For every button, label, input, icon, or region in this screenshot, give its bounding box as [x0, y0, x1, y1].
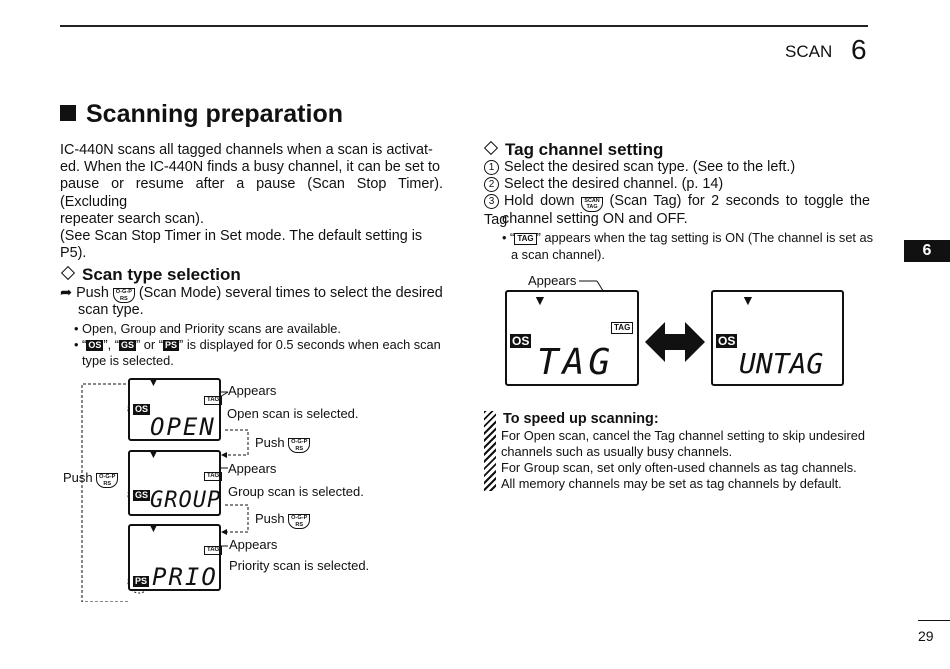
tag-step-2: [484, 176, 723, 193]
lcd-readout: PRIO: [152, 563, 218, 591]
page-number-rule: [918, 620, 950, 621]
step-text: (Scan Tag) for 2 seconds to toggle the Tag: [484, 193, 871, 228]
lcd-readout: UNTAG: [739, 347, 824, 380]
antenna-icon: ▼: [741, 292, 755, 308]
key-label-bottom: RS: [119, 296, 128, 302]
appears-label: Appears: [228, 461, 277, 476]
section-name: SCAN: [785, 42, 833, 61]
page-number: 29: [918, 628, 934, 644]
connector-arrow-icon: [221, 529, 227, 535]
key-label-bottom: RS: [295, 446, 304, 452]
key-label-bottom: TAG: [586, 204, 598, 210]
push-text: Push: [255, 511, 285, 526]
intro-line: IC-440N scans all tagged channels when a scan is activat-: [60, 142, 433, 158]
tag-indicator: TAG: [514, 233, 536, 245]
tip-line: For Group scan, set only often-used channels as tag channels.: [501, 460, 857, 475]
step-number: 1: [484, 160, 499, 175]
push-text: Push: [63, 470, 93, 485]
diamond-icon: [484, 141, 498, 155]
caption-group: Group scan is selected.: [228, 484, 364, 499]
step-number: 2: [484, 177, 499, 192]
bullet-display-cont: type is selected.: [82, 353, 174, 368]
appears-label: Appears: [228, 383, 277, 398]
ps-badge: PS: [165, 340, 178, 350]
tag-step-1: [484, 159, 795, 176]
intro-line: P5).: [60, 245, 87, 262]
antenna-icon: ▼: [148, 523, 159, 535]
scan-type-heading: [60, 265, 241, 285]
os-badge: OS: [718, 334, 736, 348]
lcd-untag: [711, 290, 844, 386]
antenna-icon: ▼: [148, 377, 159, 389]
push-label: [255, 511, 310, 529]
antenna-icon: ▼: [533, 292, 547, 308]
chapter-number: 6: [851, 34, 867, 65]
connector-2: [225, 505, 248, 532]
page-title-text: Scanning preparation: [86, 100, 343, 128]
lcd-readout: GROUP: [150, 488, 222, 513]
scan-tag-key-icon: [581, 197, 603, 212]
bullet-text: ” is displayed for 0.5 seconds when each scan: [179, 337, 441, 352]
bullet-text: ” or “: [135, 337, 163, 352]
tag-note-cont: a scan channel).: [511, 247, 605, 262]
intro-line: repeater search scan).: [60, 210, 204, 227]
lcd-readout: TAG: [537, 342, 615, 383]
gs-badge: GS: [120, 340, 134, 350]
intro-line: ed. When the IC-440N finds a busy channel, it can be set to: [60, 159, 440, 176]
arrow-icon: ➦: [60, 285, 73, 301]
square-bullet-icon: [60, 105, 76, 121]
bullet-text: • “: [74, 337, 87, 352]
note-text: ” appears when the tag setting is ON (The channel is set as: [536, 230, 874, 245]
lcd-prio: [128, 524, 221, 591]
key-label-top: SCAN: [584, 197, 600, 204]
diamond-icon: [61, 266, 75, 280]
step-text: Select the desired scan type. (See to the left.): [504, 159, 796, 175]
tag-indicator: TAG: [204, 396, 222, 405]
tag-channel-heading-text: Tag channel setting: [505, 140, 664, 159]
key-label-bottom: RS: [103, 481, 112, 487]
step-text: Hold down: [504, 193, 575, 209]
connector-1: [225, 430, 248, 455]
intro-line: (See Scan Stop Timer in Set mode. The default setting is: [60, 228, 423, 245]
lcd-open: [128, 378, 221, 441]
intro-paragraph: [60, 142, 443, 262]
push-label: [63, 470, 118, 488]
chapter-tab: 6: [904, 240, 950, 262]
antenna-icon: ▼: [148, 449, 159, 461]
step-number: 3: [484, 194, 499, 209]
push-label: [255, 435, 310, 453]
os-badge: OS: [512, 334, 530, 348]
tip-line: For Open scan, cancel the Tag channel setting to skip undesired: [501, 428, 865, 443]
key-label-top: O-G-P: [115, 289, 132, 295]
ogp-rs-key-icon: [113, 288, 135, 303]
appears-label: Appears: [528, 273, 577, 288]
key-label-top: O-G-P: [291, 439, 308, 445]
tag-indicator: TAG: [611, 322, 633, 334]
hatch-bar: [484, 411, 496, 491]
loop-dashed-line: [82, 384, 128, 602]
caption-prio: Priority scan is selected.: [229, 558, 370, 573]
key-label-top: O-G-P: [99, 474, 116, 480]
os-badge: OS: [135, 404, 149, 414]
step-text: Push: [76, 285, 109, 301]
tip-heading: To speed up scanning:: [503, 411, 659, 427]
gs-badge: GS: [135, 490, 149, 500]
scan-type-heading-text: Scan type selection: [82, 265, 241, 284]
lcd-readout: OPEN: [150, 413, 216, 441]
scan-type-step: [60, 285, 443, 303]
tag-step-3-cont: channel setting ON and OFF.: [502, 211, 688, 227]
bullet-text: ”, “: [103, 337, 119, 352]
toggle-arrow-icon: [645, 322, 705, 362]
key-label-bottom: RS: [295, 522, 304, 528]
tip-line: All memory channels may be set as tag channels by default.: [501, 476, 842, 491]
page-title: [60, 100, 343, 129]
intro-line: pause or resume after a pause (Scan Stop Timer). (Excluding: [60, 176, 443, 210]
ogp-rs-key-icon: [288, 514, 310, 529]
connector-arrow-icon: [221, 452, 227, 458]
bullet-scans-available: • Open, Group and Priority scans are available.: [74, 321, 341, 336]
tip-body: [501, 428, 865, 492]
appears-label: Appears: [229, 537, 278, 552]
ogp-rs-key-icon: [96, 473, 118, 488]
ogp-rs-key-icon: [288, 438, 310, 453]
tip-line: channels such as usually busy channels.: [501, 444, 733, 459]
note-text: • “: [502, 230, 515, 245]
os-badge: OS: [88, 340, 102, 350]
ps-badge: PS: [135, 576, 148, 586]
step-text: Select the desired channel. (p. 14): [504, 176, 724, 192]
key-label-top: O-G-P: [291, 515, 308, 521]
lcd-tag: [505, 290, 639, 386]
scan-type-step-cont: scan type.: [78, 302, 144, 318]
push-text: Push: [255, 435, 285, 450]
tag-channel-heading: [483, 140, 663, 160]
tag-indicator: TAG: [204, 546, 222, 555]
bullet-display: [74, 336, 443, 353]
header-rule: [60, 25, 868, 27]
tag-indicator: TAG: [204, 472, 222, 481]
tag-note: [502, 229, 873, 246]
caption-open: Open scan is selected.: [227, 406, 359, 421]
step-text: (Scan Mode) several times to select the desired: [138, 285, 443, 301]
lcd-group: [128, 450, 221, 516]
